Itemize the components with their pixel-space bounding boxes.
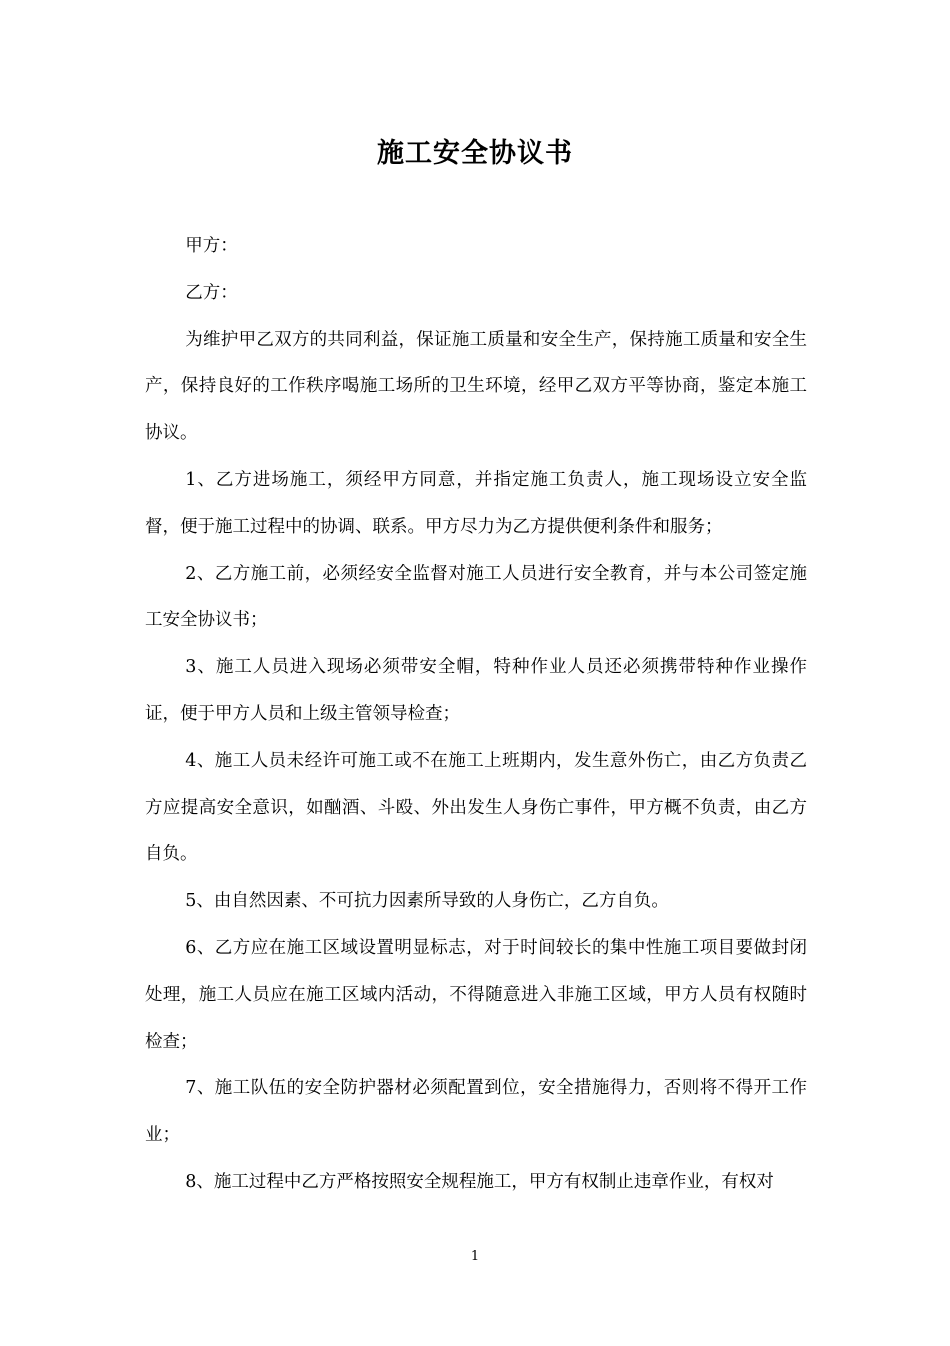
clause-1-paragraph: 1、乙方进场施工，须经甲方同意，并指定施工负责人，施工现场设立安全监督，便于施工过程中的协调、联系。甲方尽力为乙方提供便利条件和服务； [145,469,807,537]
document-body [145,223,807,1206]
clause-5-paragraph: 5、由自然因素、不可抗力因素所导致的人身伤亡，乙方自负。 [185,891,669,912]
party-a-label: 甲方： [185,236,238,256]
clause-6-paragraph: 6、乙方应在施工区域设置明显标志，对于时间较长的集中性施工项目要做封闭处理，施工人员应在施工区域内活动，不得随意进入非施工区域，甲方人员有权随时检查； [145,937,807,1052]
page-number: 1 [470,1249,480,1264]
party-b-label: 乙方： [185,282,238,303]
preamble-paragraph: 为维护甲乙双方的共同利益，保证施工质量和安全生产，保持施工质量和安全生产，保持良好的工作秩序喝施工场所的卫生环境，经甲乙双方平等协商，鉴定本施工协议。 [145,329,807,444]
document-title: 施工安全协议书 [377,138,573,169]
clause-8-paragraph: 8、施工过程中乙方严格按照安全规程施工，甲方有权制止违章作业，有权对 [185,1171,774,1192]
clause-4-paragraph: 4、施工人员未经许可施工或不在施工上班期内，发生意外伤亡，由乙方负责乙方应提高安全意识，如酗酒、斗殴、外出发生人身伤亡事件，甲方概不负责，由乙方自负。 [145,750,807,865]
clause-7-paragraph: 7、施工队伍的安全防护器材必须配置到位，安全措施得力，否则将不得开工作业； [145,1078,807,1146]
clause-3-paragraph: 3、施工人员进入现场必须带安全帽，特种作业人员还必须携带特种作业操作证，便于甲方人员和上级主管领导检查； [145,657,807,724]
clause-2-paragraph: 2、乙方施工前，必须经安全监督对施工人员进行安全教育，并与本公司签定施工安全协议书； [145,563,807,631]
